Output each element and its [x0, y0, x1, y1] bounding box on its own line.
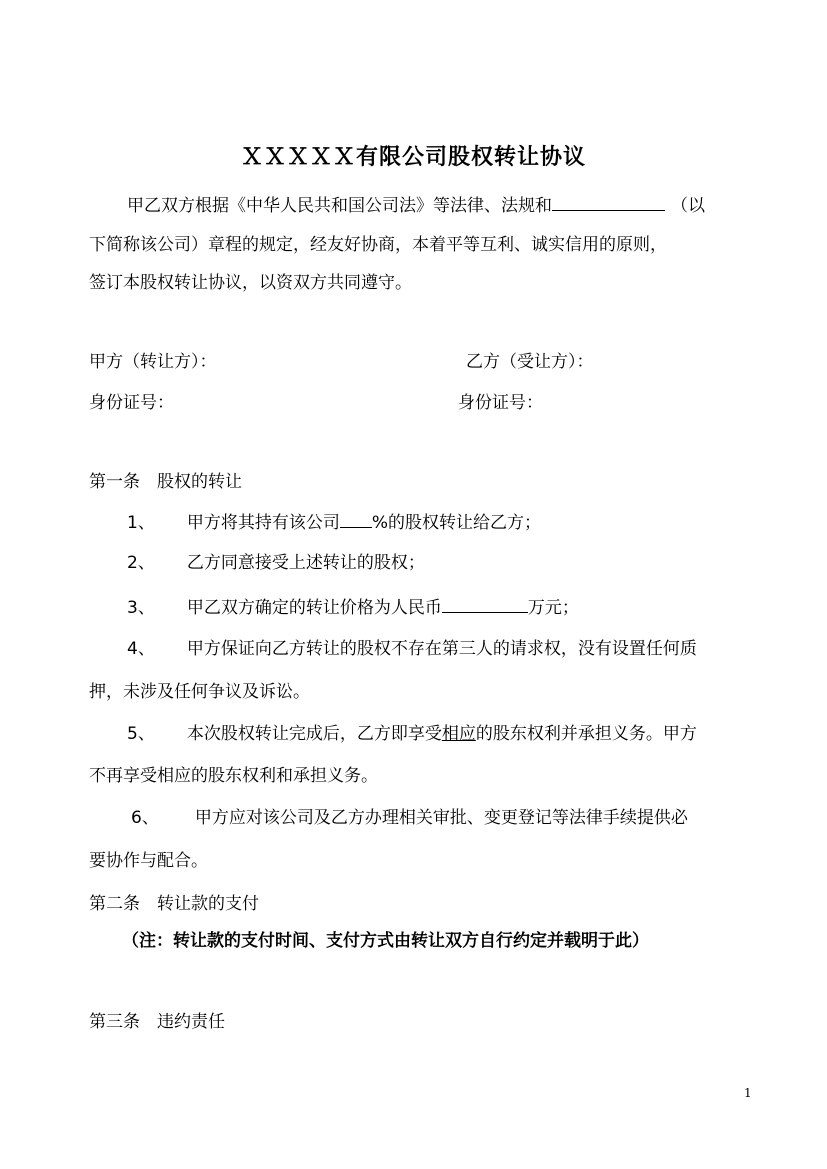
article-1-item-5-cont: 不再享受相应的股东权利和承担义务。: [89, 766, 378, 786]
item-text: 乙方同意接受上述转让的股权；: [186, 553, 425, 573]
item-text: 甲方应对该公司及乙方办理相关审批、变更登记等法律手续提供必: [194, 808, 688, 828]
intro-text-suffix: （以: [671, 196, 705, 216]
party-b-id-label: 身份证号：: [458, 393, 543, 413]
article-1-item-5: [127, 722, 697, 746]
article-2-heading: 第二条 转让款的支付: [89, 894, 259, 914]
item-text: 本次股权转让完成后，乙方即享受: [186, 724, 442, 744]
page-number: 1: [744, 1086, 752, 1100]
intro-line-2: 下简称该公司）章程的规定，经友好协商，本着平等互利、诚实信用的原则，: [89, 235, 667, 255]
article-1-item-6-cont: 要协作与配合。: [89, 851, 208, 871]
item-text: 甲乙双方确定的转让价格为人民币: [186, 598, 442, 618]
article-1-item-4: [127, 637, 697, 661]
party-a-id-label: 身份证号：: [89, 393, 174, 413]
article-1-item-6: [131, 806, 688, 830]
article-1-heading: 第一条 股权的转让: [89, 472, 242, 492]
document-title: ＸＸＸＸＸ有限公司股权转让协议: [240, 145, 586, 170]
item-text: 的股东权利并承担义务。甲方: [475, 724, 697, 744]
company-name-blank: [552, 192, 665, 211]
percent-blank: [340, 509, 372, 528]
item-number: 2、: [127, 553, 155, 573]
item-number: 4、: [127, 639, 155, 659]
item-number: 1、: [127, 513, 155, 533]
party-a-label: 甲方（转让方）：: [89, 352, 217, 372]
item-text-underlined: 相应: [441, 724, 476, 744]
item-number: 3、: [127, 598, 155, 618]
price-blank: [442, 594, 528, 613]
article-1-item-3: [127, 594, 579, 620]
item-text: 甲方保证向乙方转让的股权不存在第三人的请求权，没有设置任何质: [186, 639, 697, 659]
intro-text: 甲乙双方根据《中华人民共和国公司法》等法律、法规和: [127, 196, 552, 216]
article-2-note: （注：转让款的支付时间、支付方式由转让双方自行约定并载明于此）: [122, 931, 649, 951]
intro-line-3: 签订本股权转让协议，以资双方共同遵守。: [89, 273, 412, 293]
item-text: %的股权转让给乙方；: [371, 513, 541, 533]
item-text: 万元；: [527, 598, 579, 618]
article-1-item-4-cont: 押，未涉及任何争议及诉讼。: [89, 682, 310, 702]
item-number: 5、: [127, 724, 155, 744]
item-number: 6、: [131, 808, 159, 828]
party-b-label: 乙方（受让方）：: [466, 352, 594, 372]
article-3-heading: 第三条 违约责任: [89, 1012, 225, 1032]
intro-line-1: [127, 192, 705, 218]
article-1-item-2: [127, 551, 425, 575]
article-1-item-1: [127, 509, 541, 535]
item-text: 甲方将其持有该公司: [186, 513, 340, 533]
